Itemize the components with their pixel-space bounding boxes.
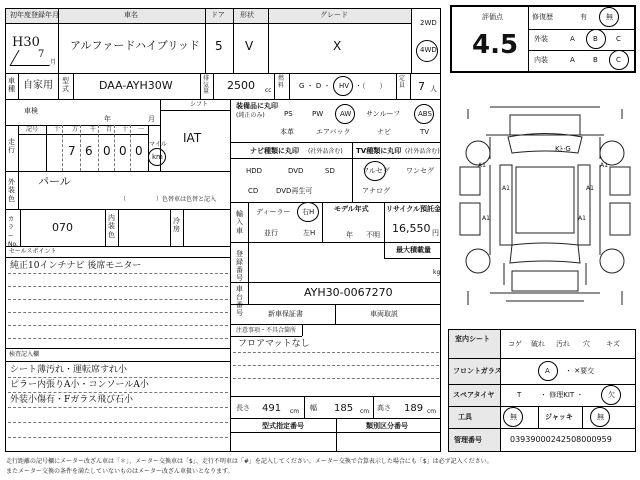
max-load-unit: kg xyxy=(433,269,441,276)
equip-pw: PW xyxy=(312,110,324,118)
management-label: 管理番号 xyxy=(454,436,482,444)
reg-month-value: 7 xyxy=(38,49,45,60)
notes-line-2: 外装小傷有・Fガラス飛び石小 xyxy=(10,395,133,405)
color-no-label: カラーNo. xyxy=(8,216,18,249)
shift-label: シフト xyxy=(190,101,209,108)
exterior-grade-b-circle xyxy=(586,29,606,49)
notice-text: フロアマットなし xyxy=(238,339,310,349)
notice-label: 注意事項・不具合箇所 xyxy=(236,327,297,334)
capacity-value: 7 xyxy=(418,80,425,93)
exterior-color-value: パール xyxy=(38,175,71,188)
width-unit: cm xyxy=(360,408,370,415)
mileage-km-circle xyxy=(148,148,166,166)
fuel-hv: HV xyxy=(339,82,350,90)
diagram-mark-6: A1 xyxy=(578,215,586,222)
nav-sd: SD xyxy=(325,167,335,175)
color-no-value: 070 xyxy=(52,221,73,234)
grade-label: グレード xyxy=(320,11,348,19)
shape-value: V xyxy=(245,39,254,53)
width-label: 幅 xyxy=(310,404,317,412)
notes-line-0: シート薄汚れ・運転席すれ小 xyxy=(10,365,128,375)
mileage-digit-2: 0 xyxy=(103,144,111,158)
grade-value: X xyxy=(333,39,342,53)
tools-label: 工具 xyxy=(458,413,472,421)
header-row xyxy=(6,9,411,23)
tools-circle xyxy=(503,407,523,427)
spare-tire-missing: 欠 xyxy=(608,391,615,399)
reg-year-label: 初年度登録年月 xyxy=(10,11,59,19)
mileage-label: 走行 xyxy=(8,138,15,155)
mileage-col-2: 万 xyxy=(72,126,79,133)
reg-year-value: H30 xyxy=(12,35,40,50)
fuel-other: ・（ ） xyxy=(355,82,387,90)
diagram-mark-3: A1 xyxy=(586,185,594,192)
mileage-digit-3: 0 xyxy=(119,144,127,158)
reg-no-label: 登録番号 xyxy=(236,250,243,283)
equip-navi: ナビ xyxy=(377,128,391,136)
exterior-color-label: 外装色 xyxy=(8,178,15,203)
doors-value: 5 xyxy=(215,39,223,53)
class-number-label: 類別区分番号 xyxy=(366,422,408,430)
inspection-label: 車検 xyxy=(24,107,38,115)
import-parallel: 並行 xyxy=(264,229,278,237)
capacity-unit: 人 xyxy=(430,85,437,93)
nav-hdd: HDD xyxy=(246,167,263,175)
sales-point-text: 純正10インチナビ 後席モニター xyxy=(10,261,142,271)
diagram-mark-4: A1 xyxy=(600,162,608,169)
fuel-hv-circle xyxy=(333,76,353,96)
mileage-digit-4: 0 xyxy=(135,144,143,158)
seat-label: 室内シート xyxy=(455,335,490,343)
seat-item-1: 破れ xyxy=(531,340,545,348)
front-glass-repl: ・ ✕要交 xyxy=(565,367,595,375)
diagram-mark-hood: Kﾄ·G xyxy=(555,145,571,153)
model-year-label: モデル年式 xyxy=(334,205,369,213)
usage-label: 車種 xyxy=(8,77,15,93)
model-year-unit: 年 xyxy=(346,231,353,239)
nav-dvd-play: DVD再生可 xyxy=(276,187,313,195)
width-value: 185 xyxy=(334,403,354,414)
mileage-col-0: 記号 xyxy=(26,126,39,133)
seat-item-2: 汚れ xyxy=(556,340,570,348)
mileage-col-3: 千 xyxy=(90,126,97,133)
fuel-label: 燃料 xyxy=(278,75,285,89)
notes-line-1: ピラー内張りA小・コンソールA小 xyxy=(10,380,149,390)
interior-grade-c-circle xyxy=(609,50,629,70)
seat-item-4: キズ xyxy=(606,340,620,348)
fuel-options: G ・ D ・ xyxy=(299,82,331,90)
reg-month-unit: 月 xyxy=(50,59,57,66)
tv-fullseg: フルセグ xyxy=(362,167,390,175)
height-unit: cm xyxy=(427,408,437,415)
exterior-grade-a: A xyxy=(570,35,575,43)
tv-fullseg-circle xyxy=(364,161,386,181)
recycle-unit: 円 xyxy=(432,229,439,237)
repair-no: 無 xyxy=(606,13,613,21)
drive-2wd: 2WD xyxy=(420,19,437,27)
mileage-mile-label: マイル xyxy=(149,141,167,148)
new-warranty-label: 新車保証書 xyxy=(268,310,303,318)
ac-label: 冷房 xyxy=(173,217,180,234)
type-number-label: 型式指定番号 xyxy=(262,422,304,430)
spare-tire-t: T xyxy=(517,391,522,399)
door-label: ドア xyxy=(211,11,225,19)
tv-oneseg: ワンセグ xyxy=(406,167,434,175)
equip-abs: ABS xyxy=(418,110,432,118)
front-glass-a: A xyxy=(545,367,550,375)
jack-label: ジャッキ xyxy=(545,413,573,421)
equip-tv: TV xyxy=(420,128,430,136)
diagram-mark-1: A1 xyxy=(478,162,486,169)
inspection-month-unit: 月 xyxy=(148,115,155,123)
mileage-col-4: 百 xyxy=(106,126,113,133)
usage-value: 自家用 xyxy=(23,80,53,91)
mileage-digit-1: 6 xyxy=(85,144,93,158)
interior-grade-b: B xyxy=(593,56,598,64)
interior-grade-label: 内装 xyxy=(534,56,548,64)
import-dealer: ディーラー xyxy=(256,208,291,216)
diagram-mark-2: A1 xyxy=(502,185,510,192)
model-label: 型式 xyxy=(62,77,69,93)
seat-item-0: コゲ xyxy=(508,340,522,348)
nav-type-title: ナビ種類に丸印 xyxy=(250,147,299,155)
manual-label: 車両取説 xyxy=(370,310,398,318)
sales-point-label: セールスポイント xyxy=(9,248,57,255)
exterior-grade-label: 外装 xyxy=(534,35,548,43)
spare-tire-label: スペアタイヤ xyxy=(453,391,495,399)
footer-line-1: 走行距離の記号欄にメーター改ざん車は「＊」、メーター交換車は「$」、走行不明車は「#」を記入してください。メーター交換で合算表示した場合にも「$」は必ず記入ください。 xyxy=(6,458,493,465)
length-unit: cm xyxy=(290,408,300,415)
equip-sunroof: サンルーフ xyxy=(366,110,401,118)
drive-4wd: 4WD xyxy=(420,46,437,54)
capacity-label: 定員 xyxy=(399,75,406,89)
interior-grade-c: C xyxy=(616,56,621,64)
exterior-color-note: （ ）色替車は色替と記入 xyxy=(120,196,217,203)
front-glass-a-circle xyxy=(538,361,558,381)
equip-ps: PS xyxy=(284,110,293,118)
seat-item-3: 穴 xyxy=(583,340,590,348)
equipment-title: 装備品に丸印 xyxy=(236,102,278,110)
notes-label: 検査記入欄 xyxy=(9,351,40,358)
max-load-label: 最大積載量 xyxy=(396,246,431,254)
chassis-label: 車台番号 xyxy=(236,285,243,318)
displacement-unit: cc xyxy=(265,87,272,94)
mileage-col-6: 一 xyxy=(138,126,145,133)
equipment-subtitle: (純正のみ) xyxy=(236,112,265,119)
height-value: 189 xyxy=(404,403,424,414)
front-glass-label: フロントガラス xyxy=(453,367,502,375)
score-label: 評価点 xyxy=(482,13,503,21)
mileage-col-1: 十 xyxy=(54,126,61,133)
exterior-grade-c: C xyxy=(616,35,621,43)
model-year-unknown: 不明 xyxy=(366,231,380,239)
car-name-label: 車名 xyxy=(124,11,138,19)
import-label: 輸入車 xyxy=(236,210,243,235)
jack-value: 無 xyxy=(597,413,604,421)
mileage-col-5: 十 xyxy=(122,126,129,133)
interior-grade-a: A xyxy=(570,56,575,64)
repair-yes: 有 xyxy=(580,13,587,21)
car-name-value: アルファードハイブリッド xyxy=(70,39,200,52)
height-label: 高さ xyxy=(377,404,391,412)
equip-aw-circle xyxy=(335,104,355,124)
import-right: 右H xyxy=(302,208,315,216)
mileage-digit-0: 7 xyxy=(68,144,76,158)
management-value: 03939000242508000959 xyxy=(510,435,612,444)
spare-tire-kit: ・ 修理KIT ・ xyxy=(540,391,584,399)
length-value: 491 xyxy=(262,403,282,414)
car-diagram xyxy=(450,95,640,325)
equip-abs-circle xyxy=(414,104,434,124)
shape-label: 形状 xyxy=(240,11,254,19)
tv-type-sub: (社外品含む) xyxy=(405,148,440,155)
displacement-value: 2500 xyxy=(227,79,255,92)
model-value: DAA-AYH30W xyxy=(99,79,173,92)
displacement-label: 排気量 xyxy=(203,75,210,96)
import-left: 左H xyxy=(303,229,316,237)
equip-leather: 本革 xyxy=(280,128,294,136)
spare-missing-circle xyxy=(601,385,621,405)
chassis-value: AYH30-0067270 xyxy=(304,286,393,299)
nav-cd: CD xyxy=(248,187,259,195)
equip-aw: AW xyxy=(340,110,352,118)
jack-circle xyxy=(590,407,610,427)
length-label: 長さ xyxy=(236,404,250,412)
nav-type-sub: (社外品含む) xyxy=(308,148,343,155)
drive-4wd-circle xyxy=(416,40,438,62)
exterior-grade-b: B xyxy=(593,35,598,43)
repair-label: 修復歴 xyxy=(532,13,553,21)
diagram-mark-5: A1 xyxy=(482,215,490,222)
interior-color-label: 内装色 xyxy=(108,214,115,239)
repair-no-circle xyxy=(599,7,619,27)
recycle-value: 16,550 xyxy=(392,222,431,235)
tv-analog: アナログ xyxy=(362,187,390,195)
score-value: 4.5 xyxy=(472,30,519,60)
footer-line-2: またメーター交換の条件を満たしていないものはメーター改ざん車扱いとなります。 xyxy=(6,468,234,475)
tv-type-title: TV種類に丸印 xyxy=(356,147,402,155)
tools-value: 無 xyxy=(510,413,517,421)
shift-value: IAT xyxy=(183,131,202,145)
inspection-year-unit: 年 xyxy=(104,115,111,123)
import-right-circle xyxy=(297,202,319,222)
mileage-km-label: km xyxy=(152,153,163,161)
equip-airbag: エアバック xyxy=(316,128,351,136)
recycle-label: リサイクル預託金 xyxy=(386,205,442,213)
nav-dvd: DVD xyxy=(288,167,304,175)
